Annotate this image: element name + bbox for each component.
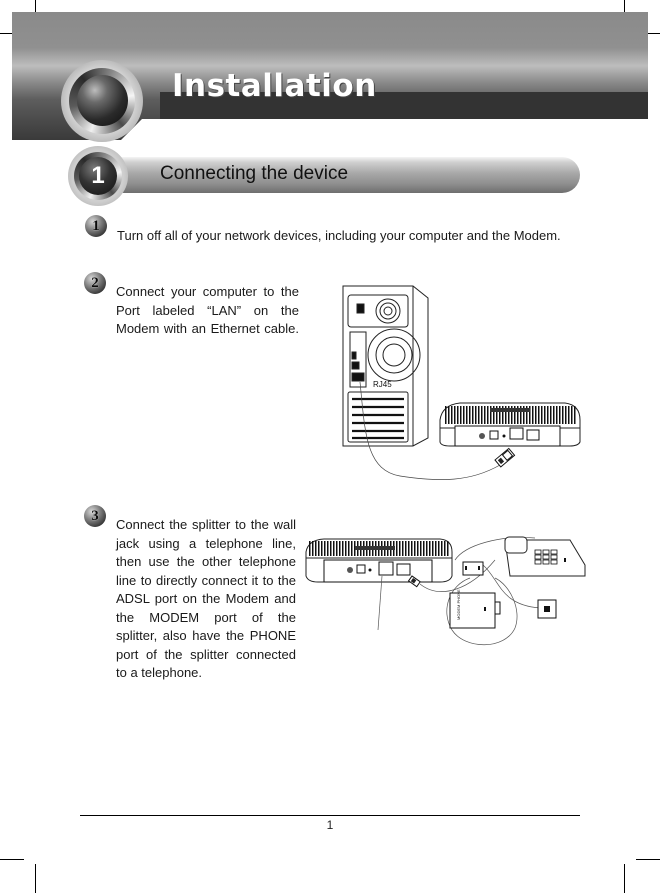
crop-mark xyxy=(636,859,660,860)
step-text-line: jack using a telephone line, xyxy=(116,535,296,551)
step-text-line: Connect your computer to the xyxy=(116,284,299,299)
step-number-badge xyxy=(84,505,106,527)
step-text-line: splitter, also have the PHONE xyxy=(116,628,296,643)
pc-to-modem-diagram xyxy=(310,270,590,490)
step-text-line: ADSL port on the Modem and xyxy=(116,591,296,606)
rj45-label: RJ45 xyxy=(373,380,392,389)
page-number: 1 xyxy=(326,818,334,832)
section-title: Connecting the device xyxy=(160,163,349,184)
step-1-text xyxy=(117,227,561,246)
step-text-line: the MODEM port of the xyxy=(116,609,296,625)
crop-mark xyxy=(35,864,36,893)
step-3-text xyxy=(116,516,296,683)
splitter-setup-diagram xyxy=(300,520,590,660)
page-title: Installation xyxy=(172,68,377,104)
step-text-line: to a telephone. xyxy=(116,665,203,680)
step-number: 2 xyxy=(91,275,99,291)
step-text-line: line to directly connect it to the xyxy=(116,572,296,588)
step-text-line: Modem with an Ethernet cable. xyxy=(116,321,299,336)
section-number: 1 xyxy=(79,157,117,195)
step-text-line: Port labeled “LAN” on the xyxy=(116,302,299,318)
step-text-line: port of the splitter connected xyxy=(116,646,296,662)
step-number: 3 xyxy=(91,508,99,524)
step-2-text xyxy=(116,283,299,339)
step-number-badge xyxy=(84,272,106,294)
step-number: 1 xyxy=(92,218,100,234)
svg-text:MODEM PHONE: MODEM PHONE xyxy=(456,589,461,620)
step-text-line: then use the other telephone xyxy=(116,554,296,569)
step-text-line: Turn off all of your network devices, including your computer and the Modem. xyxy=(117,228,561,243)
step-number-badge xyxy=(85,215,107,237)
crop-mark xyxy=(0,859,24,860)
step-text-line: Connect the splitter to the wall xyxy=(116,517,296,532)
crop-mark xyxy=(624,864,625,893)
footer-divider xyxy=(80,815,580,816)
header-orb-core xyxy=(77,75,128,126)
